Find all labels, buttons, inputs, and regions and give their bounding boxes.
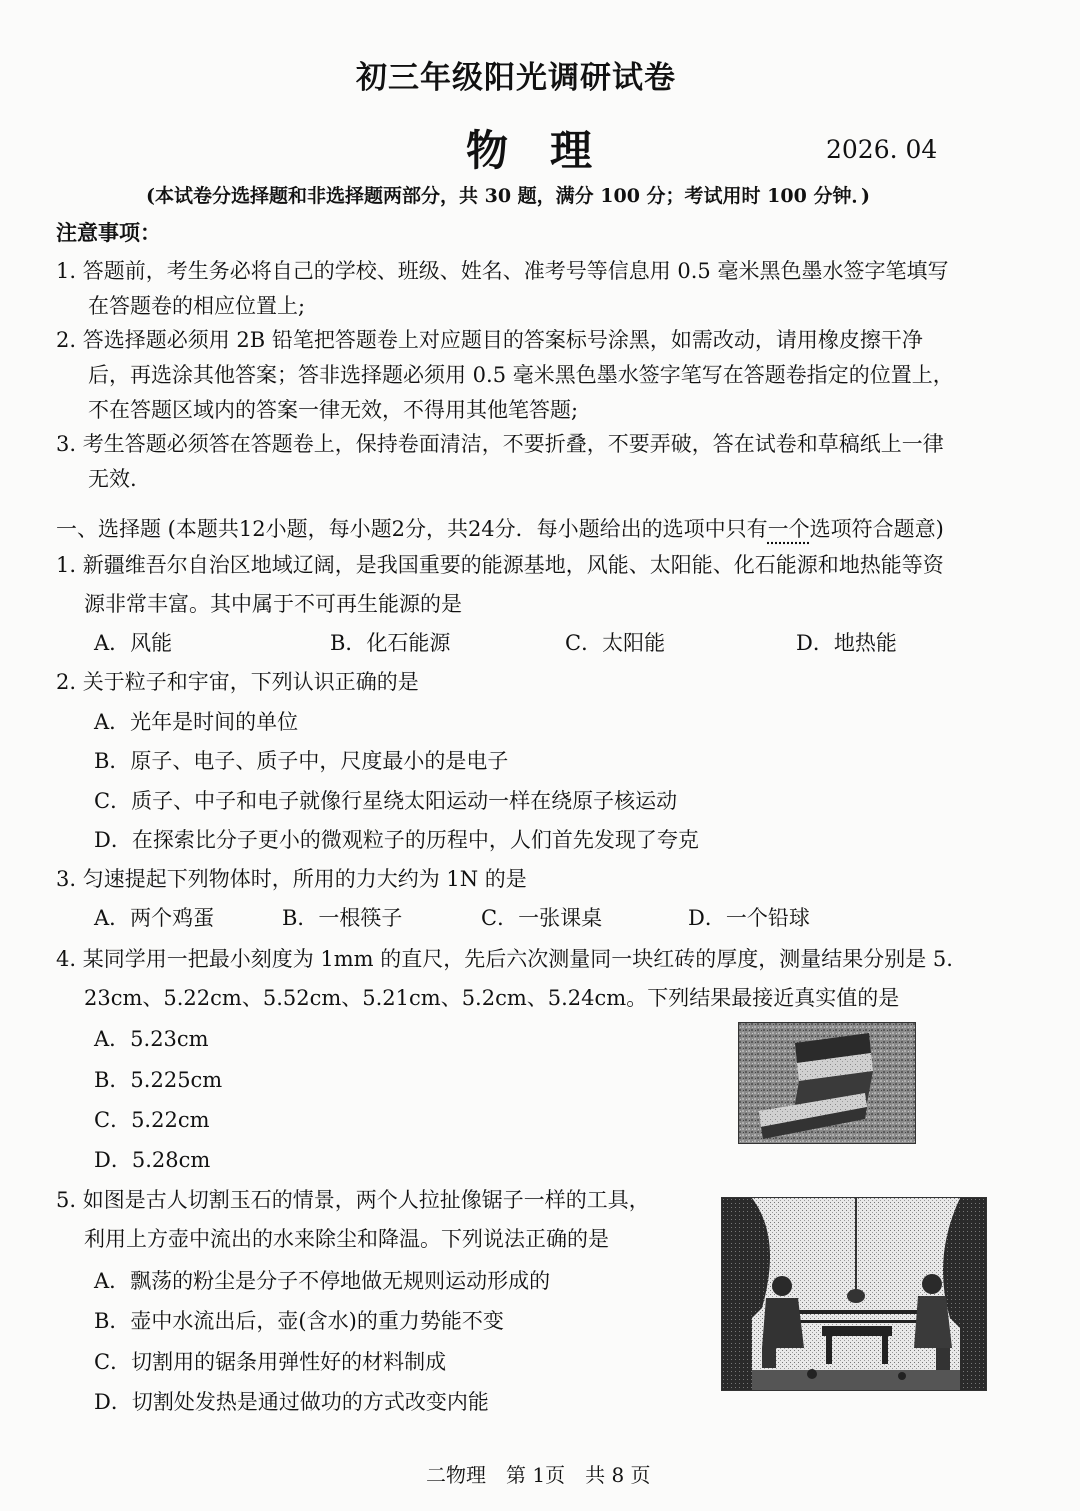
q5-option-d: D．切割处发热是通过做功的方式改变内能 xyxy=(94,1390,489,1414)
q3-option-d: D．一个铅球 xyxy=(688,906,810,930)
q1-stem-line-1: 1. 新疆维吾尔自治区地域辽阔，是我国重要的能源基地，风能、太阳能、化石能源和地热能等资 xyxy=(56,553,944,577)
q1-option-b: B．化石能源 xyxy=(330,631,451,655)
section-heading-pre: 一、选择题 (本题共12小题，每小题2分，共24分．每小题给出的选项中只有 xyxy=(56,517,768,541)
q4-stem-line-1: 4. 某同学用一把最小刻度为 1mm 的直尺，先后六次测量同一块红砖的厚度，测量结果分别是 5. xyxy=(56,947,953,971)
jade-cutting-drawing xyxy=(722,1198,986,1390)
q5-stem-line-2: 利用上方壶中流出的水来除尘和降温。下列说法正确的是 xyxy=(84,1227,609,1251)
q5-option-a: A．飘荡的粉尘是分子不停地做无规则运动形成的 xyxy=(94,1269,551,1293)
section-heading-post: 选项符合题意) xyxy=(809,517,944,541)
exam-description: (本试卷分选择题和非选择题两部分，共 30 题，满分 100 分；考试用时 100 分钟．) xyxy=(146,185,870,207)
q5-option-b: B．壶中水流出后，壶(含水)的重力势能不变 xyxy=(94,1309,504,1333)
q1-option-c: C．太阳能 xyxy=(565,631,666,655)
q2-option-a: A．光年是时间的单位 xyxy=(94,710,299,734)
notice-3-line-1: 3. 考生答题必须答在答题卷上，保持卷面清洁，不要折叠，不要弄破，答在试卷和草稿纸上一律 xyxy=(56,432,944,456)
q2-option-b: B．原子、电子、质子中，尺度最小的是电子 xyxy=(94,749,509,773)
q2-option-d: D．在探索比分子更小的微观粒子的历程中，人们首先发现了夸克 xyxy=(94,828,699,852)
brick-photo xyxy=(738,1022,916,1144)
q2-stem: 2. 关于粒子和宇宙，下列认识正确的是 xyxy=(56,670,419,694)
q1-option-a: A．风能 xyxy=(94,631,173,655)
q1-option-d: D．地热能 xyxy=(796,631,897,655)
q4-option-c: C．5.22cm xyxy=(94,1108,210,1132)
notice-3-line-2: 无效. xyxy=(88,467,137,491)
notices-heading: 注意事项： xyxy=(56,220,161,245)
jade-cutting-illustration xyxy=(721,1197,987,1391)
q4-option-a: A．5.23cm xyxy=(94,1027,209,1051)
q1-stem-line-2: 源非常丰富。其中属于不可再生能源的是 xyxy=(84,592,462,616)
q2-option-c: C．质子、中子和电子就像行星绕太阳运动一样在绕原子核运动 xyxy=(94,789,678,813)
exam-date: 2026. 04 xyxy=(826,135,938,164)
q4-option-d: D．5.28cm xyxy=(94,1148,211,1172)
q3-option-b: B．一根筷子 xyxy=(282,906,403,930)
q3-option-a: A．两个鸡蛋 xyxy=(94,906,215,930)
page-footer: 二物理 第 1页 共 8 页 xyxy=(426,1463,651,1487)
section-heading xyxy=(56,513,944,543)
notice-2-line-3: 不在答题区域内的答案一律无效，不得用其他笔答题; xyxy=(88,398,579,422)
q3-option-c: C．一张课桌 xyxy=(481,906,603,930)
notice-2-line-1: 2. 答选择题必须用 2B 铅笔把答题卷上对应题目的答案标号涂黑，如需改动，请用橡皮擦干净 xyxy=(56,328,923,352)
notice-2-line-2: 后，再选涂其他答案；答非选择题必须用 0.5 毫米黑色墨水签字笔写在答题卷指定的位置上， xyxy=(88,363,954,387)
q5-stem-line-1: 5. 如图是古人切割玉石的情景，两个人拉扯像锯子一样的工具， xyxy=(56,1188,650,1212)
q4-option-b: B．5.225cm xyxy=(94,1068,223,1092)
subject-title: 物 理 xyxy=(466,126,593,175)
notice-1-line-1: 1. 答题前，考生务必将自己的学校、班级、姓名、准考号等信息用 0.5 毫米黑色墨水签字笔填写 xyxy=(56,259,949,283)
notice-1-line-2: 在答题卷的相应位置上; xyxy=(88,294,306,318)
exam-title: 初三年级阳光调研试卷 xyxy=(356,60,676,96)
q3-stem: 3. 匀速提起下列物体时，所用的力大约为 1N 的是 xyxy=(56,867,527,891)
brick-photo-drawing xyxy=(739,1023,915,1143)
q4-stem-line-2: 23cm、5.22cm、5.52cm、5.21cm、5.2cm、5.24cm。下列结果最接近真实值的是 xyxy=(84,986,900,1010)
q5-option-c: C．切割用的锯条用弹性好的材料制成 xyxy=(94,1350,447,1374)
section-heading-emphasis: 一个 xyxy=(767,517,810,541)
